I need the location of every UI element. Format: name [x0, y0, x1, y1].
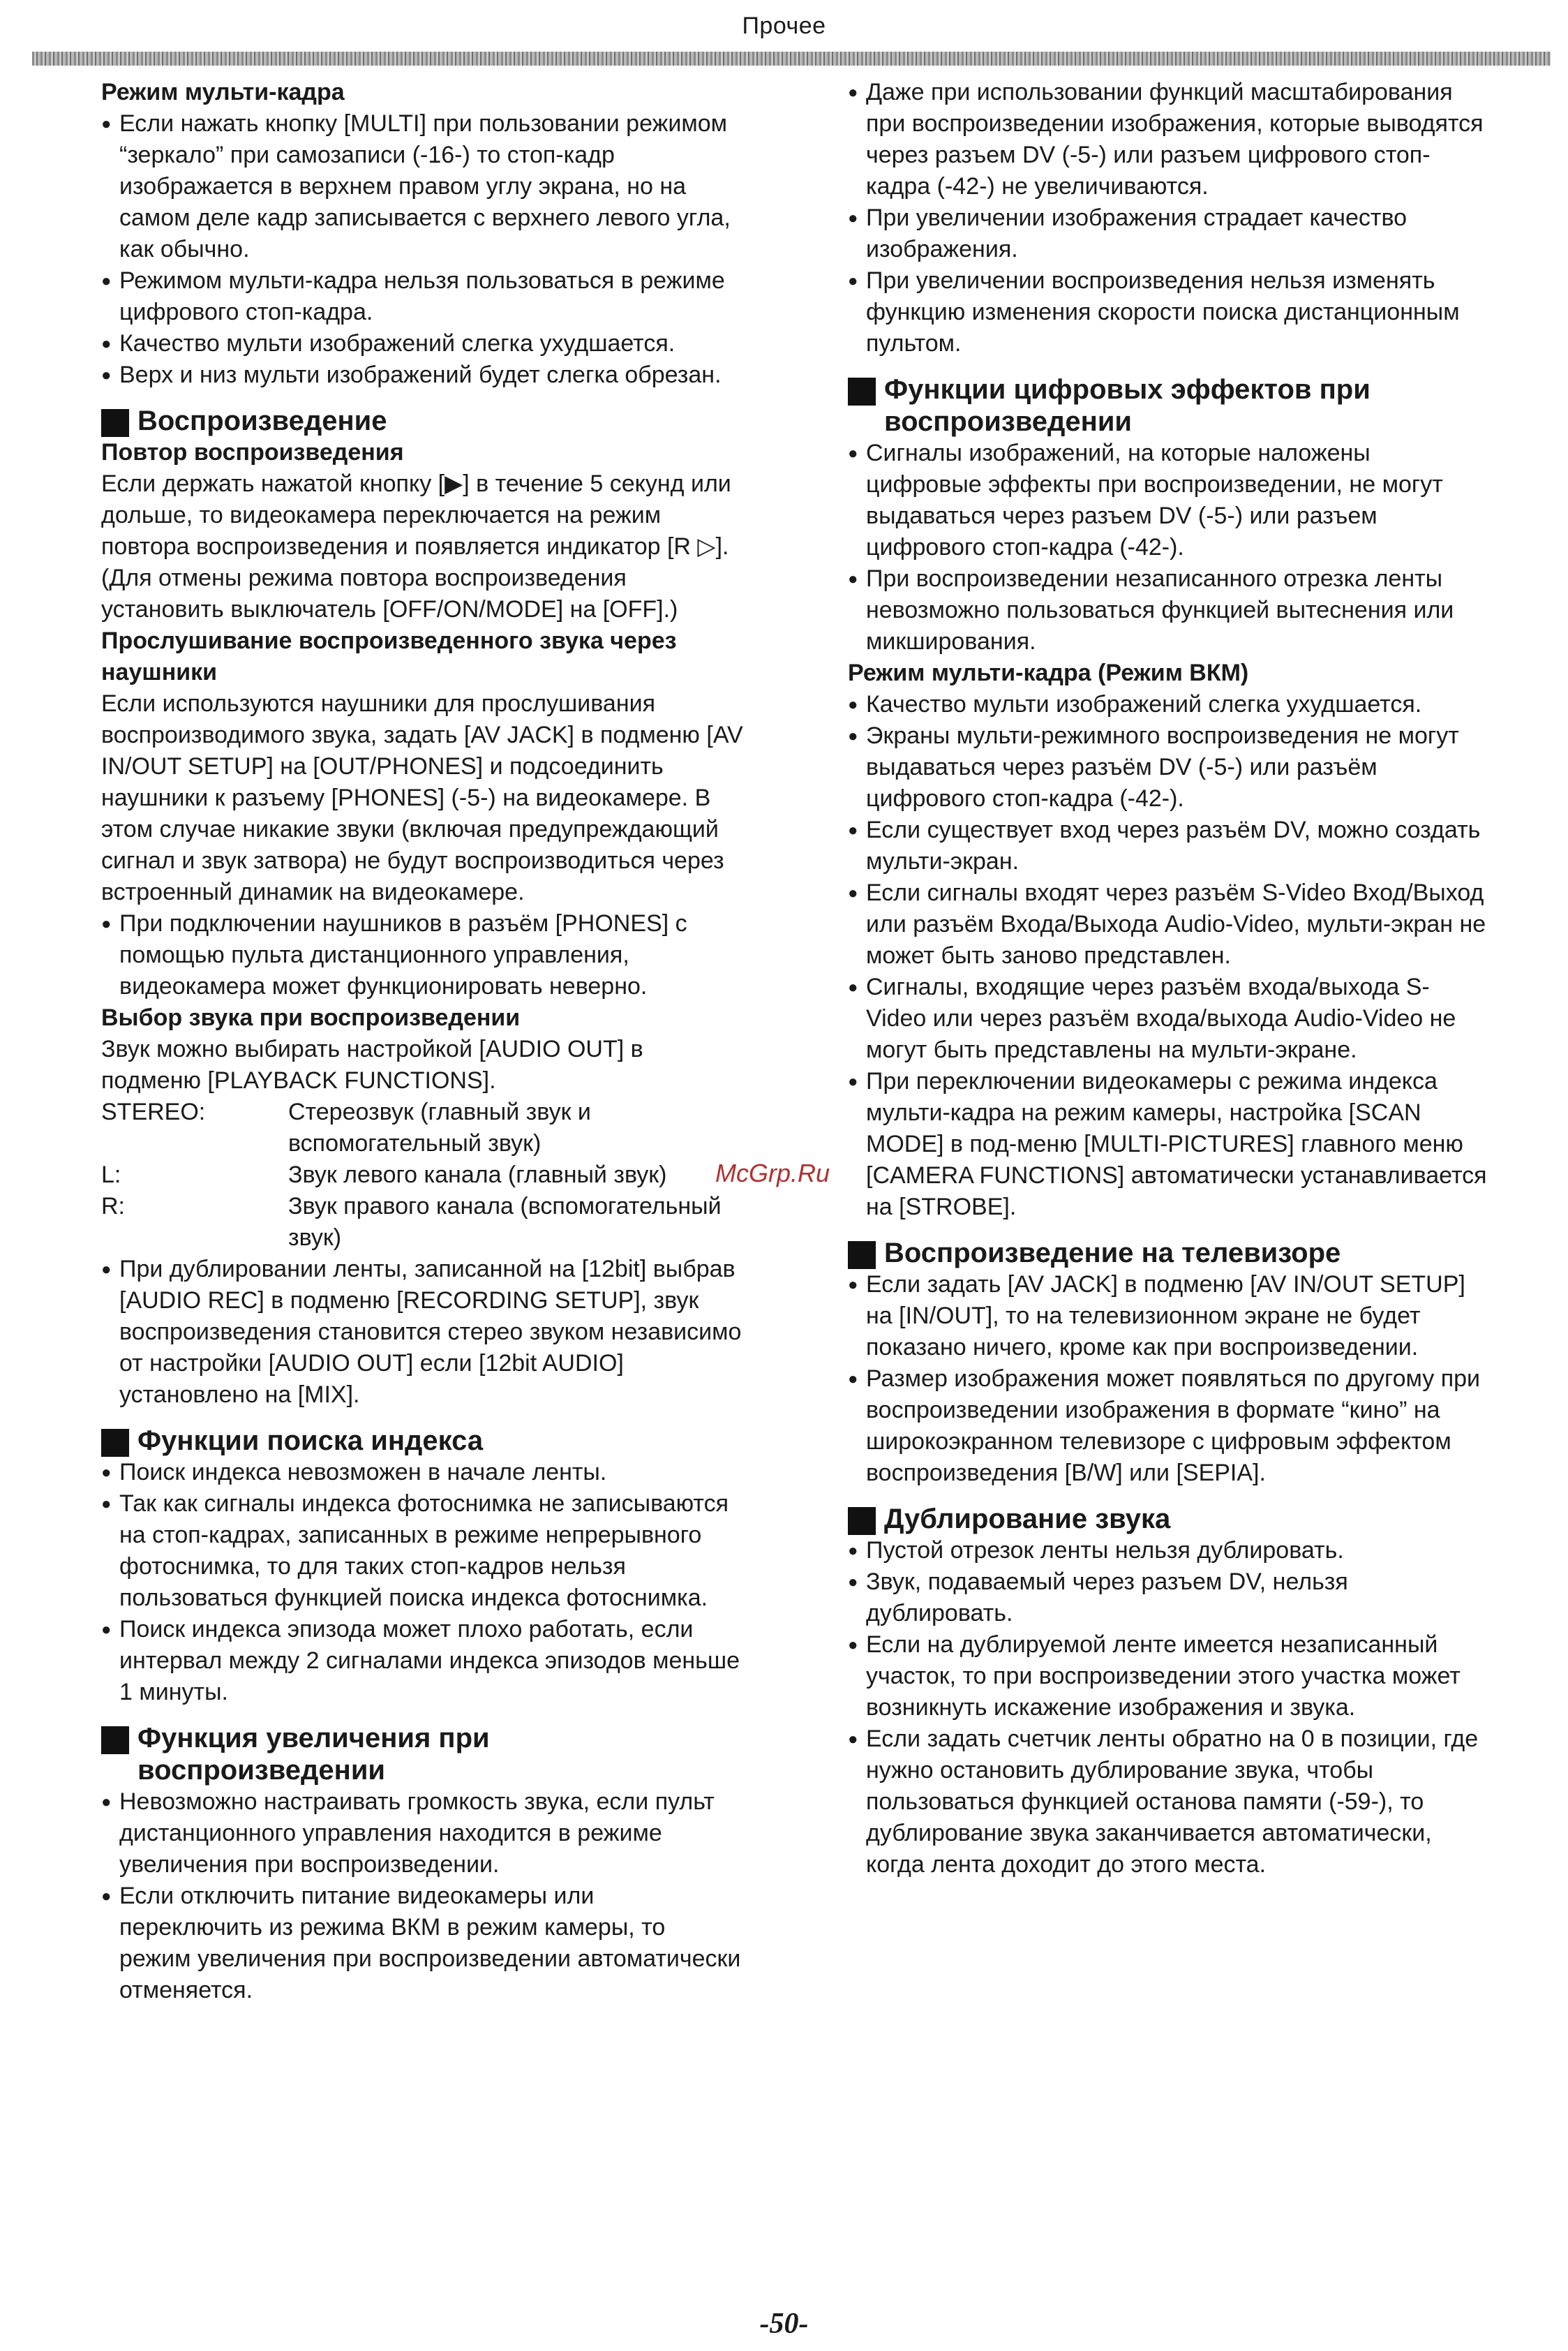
section-heading: Воспроизведение на телевизоре — [848, 1237, 1490, 1269]
bullet-item: ● Даже при использовании функций масштабирования при воспроизведении изображения, которые выводятся через разъем DV (-5-) или разъем цифрового стоп-кадра (-42-) не увеличиваются. — [848, 77, 1490, 202]
subheading: Прослушивание воспроизведенного звука через наушники — [101, 628, 677, 685]
bullet-item: ● Если существует вход через разъём DV, можно создать мульти-экран. — [848, 815, 1490, 877]
section-heading: Функция увеличения при воспроизведении — [101, 1722, 743, 1786]
bullet-item: ● Поиск индекса эпизода может плохо работать, если интервал между 2 сигналами индекса эпизодов меньше 1 минуты. — [101, 1614, 743, 1708]
bullet-item: ● При увеличении воспроизведения нельзя изменять функцию изменения скорости поиска дистанционным пультом. — [848, 265, 1490, 359]
bullet-item: ● Если отключить питание видеокамеры или переключить из режима ВКМ в режим камеры, то режим увеличения при воспроизведении автоматически отменяется. — [101, 1881, 743, 2006]
bullet-item: ● Пустой отрезок ленты нельзя дублировать. — [848, 1535, 1490, 1566]
bullet-item: ● Верх и низ мульти изображений будет слегка обрезан. — [101, 359, 743, 391]
section-heading: Функции цифровых эффектов при воспроизведении — [848, 373, 1490, 438]
bullet-item: ● Поиск индекса невозможен в начале ленты. — [101, 1457, 743, 1488]
right-column — [848, 77, 1490, 1881]
audio-option-value: Звук левого канала (главный звук) — [288, 1162, 667, 1188]
header-rule — [32, 52, 1551, 66]
section-heading: Функции поиска индекса — [101, 1425, 743, 1457]
bullet-item: ● Звук, подаваемый через разъем DV, нельзя дублировать. — [848, 1566, 1490, 1629]
bullet-item: ● Сигналы изображений, на которые наложены цифровые эффекты при воспроизведении, не могут выдаваться через разъем DV (-5-) или разъем цифрового стоп-кадра (-42-). — [848, 438, 1490, 563]
bullet-item: ● Экраны мульти-режимного воспроизведения не могут выдаваться через разъём DV (-5-) или разъём цифрового стоп-кадра (-42-). — [848, 720, 1490, 815]
section-heading: Дублирование звука — [848, 1503, 1490, 1535]
bullet-item: ● Если задать [AV JACK] в подменю [AV IN/OUT SETUP] на [IN/OUT], то на телевизионном экране не будет показано ничего, кроме как при воспроизведении. — [848, 1269, 1490, 1363]
bullet-item: ● Невозможно настраивать громкость звука, если пульт дистанционного управления находится в режиме увеличения при воспроизведении. — [101, 1786, 743, 1881]
bullet-item: ● Режимом мульти-кадра нельзя пользоваться в режиме цифрового стоп-кадра. — [101, 265, 743, 328]
audio-option-key: STEREO: — [101, 1099, 206, 1125]
bullet-item: ● При воспроизведении незаписанного отрезка ленты невозможно пользоваться функцией вытеснения или микширования. — [848, 563, 1490, 658]
bullet-item: ● Если сигналы входят через разъём S-Video Вход/Выход или разъём Входа/Выхода Audio-Video, мульти-экран не может быть заново представлен. — [848, 877, 1490, 972]
bullet-item: ● При подключении наушников в разъём [PHONES] с помощью пульта дистанционного управления, видеокамера может функционировать неверно. — [101, 908, 743, 1002]
bullet-item: ● Качество мульти изображений слегка ухудшается. — [101, 328, 743, 359]
audio-option-value: Звук правого канала (вспомогательный звук) — [288, 1193, 722, 1251]
page-header: Прочее — [742, 13, 826, 39]
audio-option-key: R: — [101, 1193, 125, 1219]
section-heading: Воспроизведение — [101, 405, 743, 437]
bullet-item: ● Если нажать кнопку [MULTI] при пользовании режимом “зеркало” при самозаписи (-16-) то стоп-кадр изображается в верхнем правом углу экрана, но на самом деле кадр записывается с верхнего левого угла, как обычно. — [101, 108, 743, 265]
audio-option-value: Стереозвук (главный звук и вспомогательный звук) — [288, 1099, 591, 1157]
audio-option-row — [101, 1191, 743, 1254]
paragraph: Если держать нажатой кнопку [▶] в течение 5 секунд или дольше, то видеокамера переключается на режим повтора воспроизведения и появляется индикатор [R ▷]. (Для отмены режима повтора воспроизведения установить выключатель [OFF/ON/MODE] на [OFF].) — [101, 470, 731, 623]
bullet-item: ● Сигналы, входящие через разъём входа/выхода S-Video или через разъём входа/выхода Audio-Video не могут быть представлены на мульти-экране. — [848, 972, 1490, 1066]
subheading: Режим мульти-кадра (Режим ВКМ) — [848, 660, 1249, 686]
audio-option-key: L: — [101, 1162, 121, 1188]
bullet-item: ● Если на дублируемой ленте имеется незаписанный участок, то при воспроизведении этого участка может возникнуть искажение изображения и звука. — [848, 1629, 1490, 1723]
subheading: Выбор звука при воспроизведении — [101, 1004, 521, 1031]
paragraph: Звук можно выбирать настройкой [AUDIO OUT] в подменю [PLAYBACK FUNCTIONS]. — [101, 1036, 643, 1094]
bullet-item: ● Так как сигналы индекса фотоснимка не записываются на стоп-кадрах, записанных в режиме непрерывного фотоснимка, то для таких стоп-кадров нельзя пользоваться функцией поиска индекса фотоснимка. — [101, 1488, 743, 1614]
bullet-item: ● Если задать счетчик ленты обратно на 0 в позиции, где нужно остановить дублирование звука, чтобы пользоваться функцией останова памяти (-59-), то дублирование звука заканчивается автоматически, когда лента доходит до этого места. — [848, 1723, 1490, 1881]
left-column — [101, 77, 743, 2006]
paragraph: Если используются наушники для прослушивания воспроизводимого звука, задать [AV JACK] в подменю [AV IN/OUT SETUP] на [OUT/PHONES] и подсоединить наушники к разъему [PHONES] (-5-) на видеокамере. В этом случае никакие звуки (включая предупреждающий сигнал и звук затвора) не будут воспроизводиться через встроенный динамик на видеокамере. — [101, 690, 743, 905]
subheading: Повтор воспроизведения — [101, 439, 404, 466]
bullet-item: ● При переключении видеокамеры с режима индекса мульти-кадра на режим камеры, настройка [SCAN MODE] в под-меню [MULTI-PICTURES] главного меню [CAMERA FUNCTIONS] автоматически устанавливается на [STROBE]. — [848, 1066, 1490, 1223]
bullet-item: ● При увеличении изображения страдает качество изображения. — [848, 202, 1490, 265]
watermark: McGrp.Ru — [715, 1159, 830, 1187]
audio-option-row — [101, 1159, 743, 1191]
subheading: Режим мульти-кадра — [101, 79, 345, 105]
bullet-item: ● Качество мульти изображений слегка ухудшается. — [848, 689, 1490, 720]
audio-option-row — [101, 1097, 743, 1159]
bullet-item: ● Размер изображения может появляться по другому при воспроизведении изображения в формате “кино” на широкоэкранном телевизоре с цифровым эффектом воспроизведения [B/W] или [SEPIA]. — [848, 1363, 1490, 1489]
page-number: -50- — [759, 2308, 809, 2340]
bullet-item: ● При дублировании ленты, записанной на [12bit] выбрав [AUDIO REC] в подменю [RECORDING SETUP], звук воспроизведения становится стерео звуком независимо от настройки [AUDIO OUT] если [12bit AUDIO] установлено на [MIX]. — [101, 1254, 743, 1411]
